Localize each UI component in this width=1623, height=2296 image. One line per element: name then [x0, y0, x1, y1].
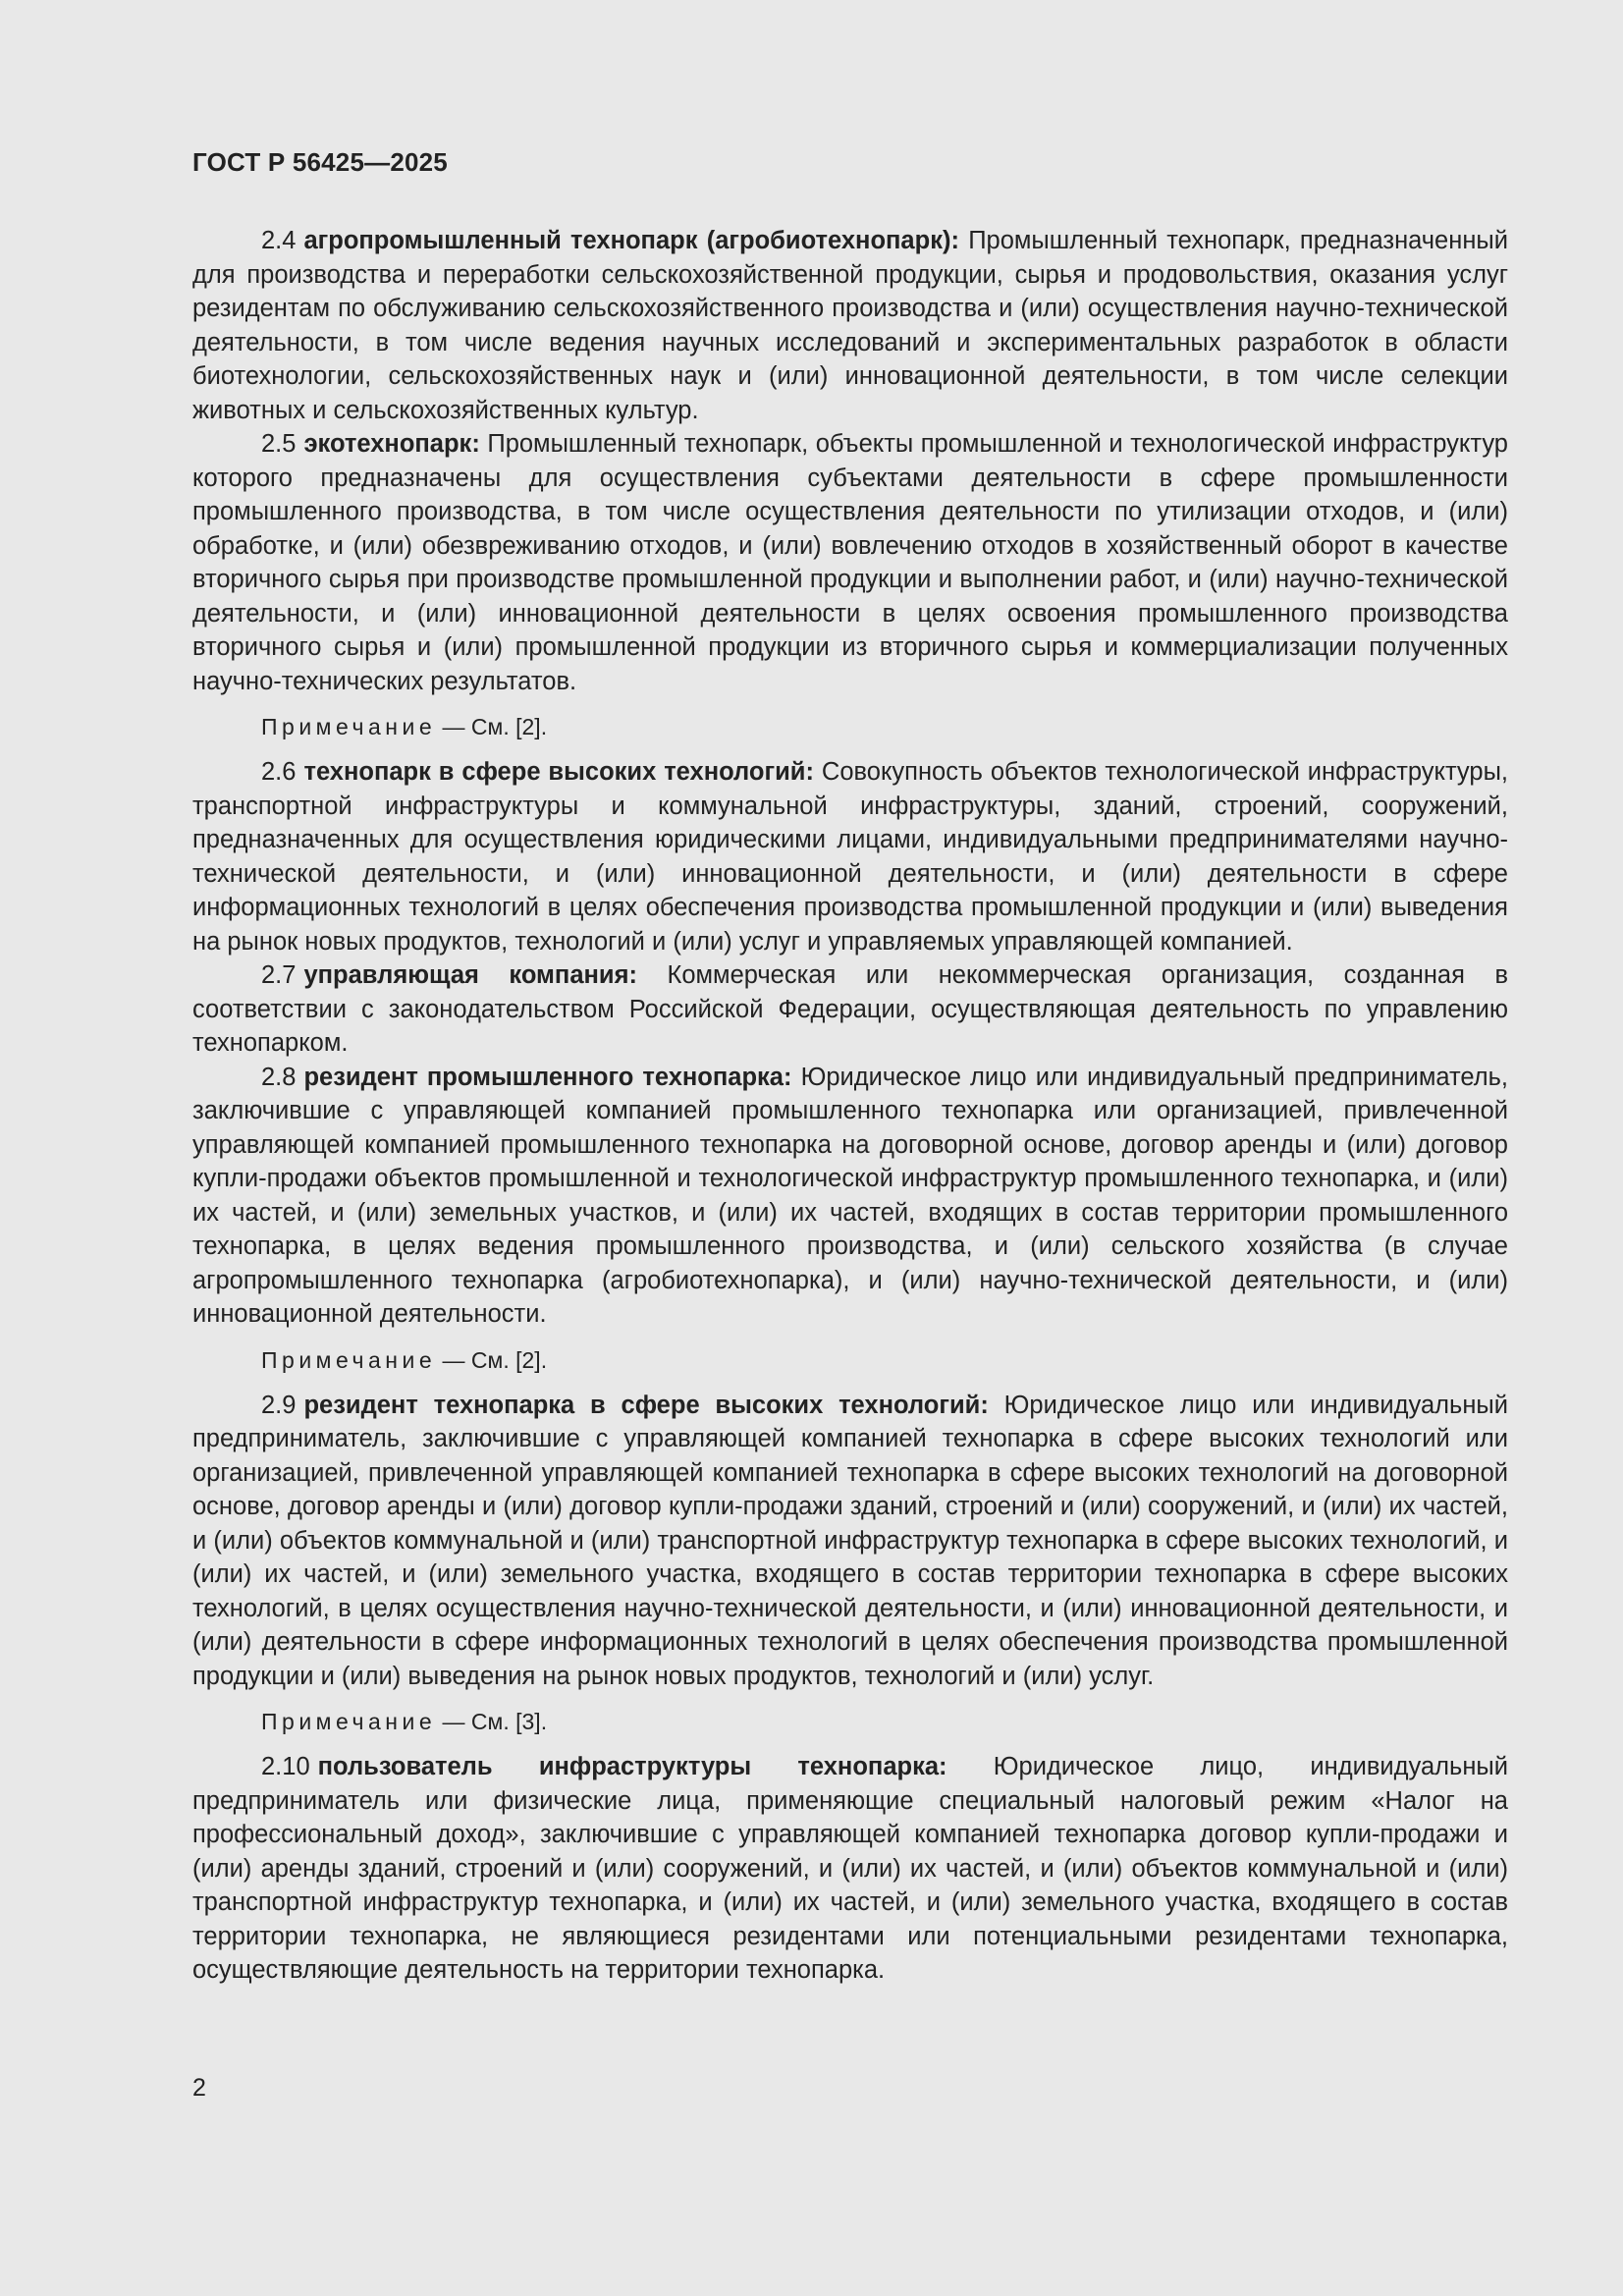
definition-text: Юридическое лицо или индивидуальный предприниматель, заключившие с управляющей компанией промышленного технопарка или организацией, привлеченной управляющей компанией промышленного технопарка на договорной основе, договор аренды и (или) договор купли-продажи объектов промышленной и технологической инфраструктур промышленного технопарка, и (или) их частей, и (или) земельных участков, и (или) их частей, входящих в состав территории промышленного технопарка, в целях ведения промышленного производства, и (или) сельского хозяйства (в случае агропромышленного технопарка (агробиотехнопарка), и (или) научно-технической деятельности, и (или) инновационной деятельности.: [192, 1063, 1509, 1328]
term: экотехнопарк:: [303, 430, 480, 458]
clause-number: 2.10: [261, 1753, 310, 1780]
definition-text: Совокупность объектов технологической инфраструктуры, транспортной инфраструктуры и коммунальной инфраструктуры, зданий, строений, сооружений, предназначенных для осуществления юридическими лицами, индивидуальными предпринимателями научно-технической деятельности, и (или) инновационной деятельности, и (или) деятельности в сфере информационных технологий в целях обеспечения производства промышленной продукции и (или) выведения на рынок новых продуктов, технологий и (или) услуг и управляемых управляющей компанией.: [192, 758, 1508, 956]
document-body: [192, 224, 1508, 1988]
note-label: Примечание: [261, 714, 437, 739]
note-2-9: [192, 1707, 1508, 1736]
definition-2-9: [192, 1389, 1508, 1694]
document-header: ГОСТ Р 56425—2025: [192, 147, 448, 177]
note-text: — См. [2].: [442, 1346, 548, 1373]
definition-2-5: [192, 427, 1508, 698]
term: резидент промышленного технопарка:: [303, 1063, 792, 1091]
definition-2-10: [192, 1750, 1508, 1988]
clause-number: 2.9: [261, 1391, 297, 1419]
clause-number: 2.4: [261, 227, 297, 254]
note-2-8: [192, 1345, 1508, 1375]
definition-text: Коммерческая или некоммерческая организация, созданная в соответствии с законодательством Российской Федерации, осуществляющая деятельность по управлению технопарком.: [192, 961, 1508, 1057]
clause-number: 2.7: [261, 961, 297, 989]
clause-number: 2.5: [261, 430, 297, 458]
note-text: — См. [3].: [442, 1709, 548, 1734]
definition-text: Промышленный технопарк, объекты промышленной и технологической инфраструктур которого предназначены для осуществления субъектами деятельности в сфере промышленности промышленного производства, в том числе осуществления деятельности по утилизации отходов, и (или) обработке, и (или) обезвреживанию отходов, и (или) вовлечению отходов в хозяйственный оборот в качестве вторичного сырья при производстве промышленной продукции и выполнении работ, и (или) научно-технической деятельности, и (или) инновационной деятельности в целях освоения промышленного производства вторичного сырья и (или) промышленной продукции из вторичного сырья и коммерциализации полученных научно-технических результатов.: [192, 430, 1508, 695]
term: пользователь инфраструктуры технопарка:: [317, 1753, 947, 1780]
definition-text: Юридическое лицо или индивидуальный предприниматель, заключившие с управляющей компанией технопарка в сфере высоких технологий или организацией, привлеченной управляющей компанией технопарка в сфере высоких технологий на договорной основе, договор аренды и (или) договор купли-продажи зданий, строений и (или) сооружений, и (или) их частей, и (или) объектов коммунальной и (или) транспортной инфраструктур технопарка в сфере высоких технологий, и (или) их частей, и (или) земельного участка, входящего в состав территории технопарка в сфере высоких технологий, в целях осуществления научно-технической деятельности, и (или) инновационной деятельности, и (или) деятельности в сфере информационных технологий в целях обеспечения производства промышленной продукции и (или) выведения на рынок новых продуктов, технологий и (или) услуг.: [192, 1391, 1508, 1690]
term: агропромышленный технопарк (агробиотехнопарк):: [303, 227, 959, 254]
definition-2-6: [192, 755, 1508, 958]
definition-text: Промышленный технопарк, предназначенный для производства и переработки сельскохозяйственной продукции, сырья и продовольствия, оказания услуг резидентам по обслуживанию сельскохозяйственного производства и (или) осуществления научно-технической деятельности, в том числе ведения научных исследований и экспериментальных разработок в области биотехнологии, сельскохозяйственных наук и (или) инновационной деятельности, в том числе селекции животных и сельскохозяйственных культур.: [192, 227, 1508, 424]
note-2-5: [192, 712, 1508, 741]
clause-number: 2.8: [261, 1063, 297, 1091]
term: технопарк в сфере высоких технологий:: [303, 758, 814, 786]
term: резидент технопарка в сфере высоких технологий:: [303, 1391, 989, 1419]
term: управляющая компания:: [303, 961, 637, 989]
definition-2-8: [192, 1061, 1508, 1332]
page-number: 2: [192, 2074, 206, 2102]
note-label: Примечание: [261, 1346, 437, 1373]
definition-text: Юридическое лицо, индивидуальный предприниматель или физические лица, применяющие специальный налоговый режим «Налог на профессиональный доход», заключившие с управляющей компанией технопарка договор купли-продажи и (или) аренды зданий, строений и (или) сооружений, и (или) их частей, и (или) объектов коммунальной и (или) транспортной инфраструктур технопарка, и (или) их частей, и (или) земельного участка, входящего в состав территории технопарка, не являющиеся резидентами или потенциальными резидентами технопарка, осуществляющие деятельность на территории технопарка.: [192, 1753, 1508, 1984]
note-text: — См. [2].: [442, 714, 548, 739]
definition-2-7: [192, 958, 1508, 1061]
definition-2-4: [192, 224, 1508, 427]
note-label: Примечание: [261, 1709, 437, 1734]
clause-number: 2.6: [261, 758, 297, 786]
